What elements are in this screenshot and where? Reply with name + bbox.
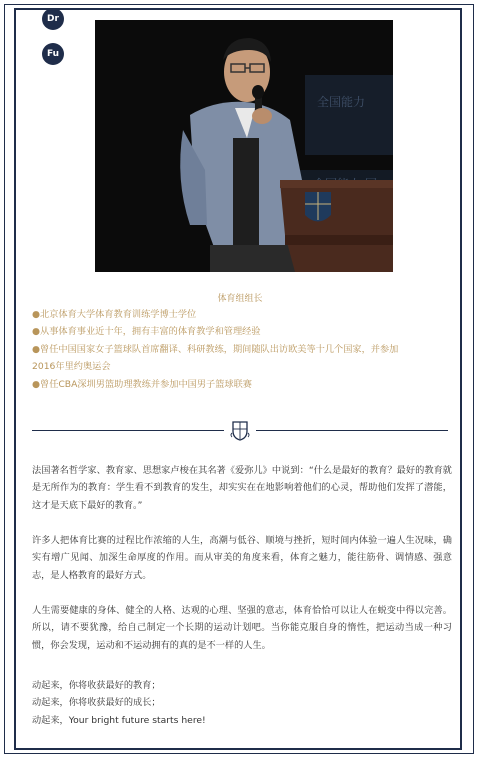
- body-paragraph-3: 人生需要健康的身体、健全的人格、达观的心理、坚强的意志，体育恰恰可以让人在蜕变中得以完善。所以，请不要犹豫，给自己制定一个长期的运动计划吧。当你能克服自身的惰性，把运动当成一种习惯，你会发现，运动和不运动拥有的真的是不一样的人生。: [32, 605, 452, 651]
- dr-badge: Dr: [42, 8, 64, 30]
- speaker-photo: [95, 20, 393, 272]
- profile-bullet: ●曾任CBA深圳男篮助理教练并参加中国男子篮球联赛: [32, 378, 252, 390]
- profile-bullet: ●从事体育事业近十年，拥有丰富的体育教学和管理经验: [32, 326, 261, 338]
- school-crest-icon: [230, 419, 250, 441]
- closing-lines: [32, 677, 452, 729]
- speaker-illustration: [95, 20, 393, 272]
- divider-left: [32, 430, 224, 431]
- profile-bullet: ●曾任中国国家女子篮球队首席翻译、科研教练，期间随队出访欧美等十几个国家，并参加: [32, 343, 399, 355]
- profile-role: 体育组组长: [217, 294, 263, 304]
- podium-banner-text-1: 全国能力: [317, 95, 366, 109]
- profile-bullet: 2016年里约奥运会: [32, 361, 111, 373]
- body-paragraph-2: 许多人把体育比赛的过程比作浓缩的人生，高潮与低谷、顺境与挫折，短时间内体验一遍人生况味，确实有增广见闻、加深生命厚度的作用。而从审美的角度来看，体育之魅力，能往筋骨、调情感、强意志，是人格教育的最好方式。: [32, 535, 452, 581]
- closing-line: 动起来，你将收获最好的教育；: [32, 680, 161, 691]
- profile-bullet: ●北京体育大学体育教育训练学博士学位: [32, 309, 197, 320]
- profile-bullet-list: [32, 306, 452, 393]
- closing-line: 动起来，Your bright future starts here!: [32, 714, 206, 726]
- closing-line: 动起来，你将收获最好的成长；: [32, 697, 161, 709]
- body-paragraph-1: 法国著名哲学家、教育家、思想家卢梭在其名著《爱弥儿》中说到：“什么是最好的教育？最好的教育就是无所作为的教育：学生看不到教育的发生，却实实在在地影响着他们的心灵，帮助他们发挥了潜能，这才是天底下最好的教育。”: [32, 465, 452, 511]
- fu-badge: Fu: [42, 43, 64, 65]
- divider-right: [256, 430, 448, 431]
